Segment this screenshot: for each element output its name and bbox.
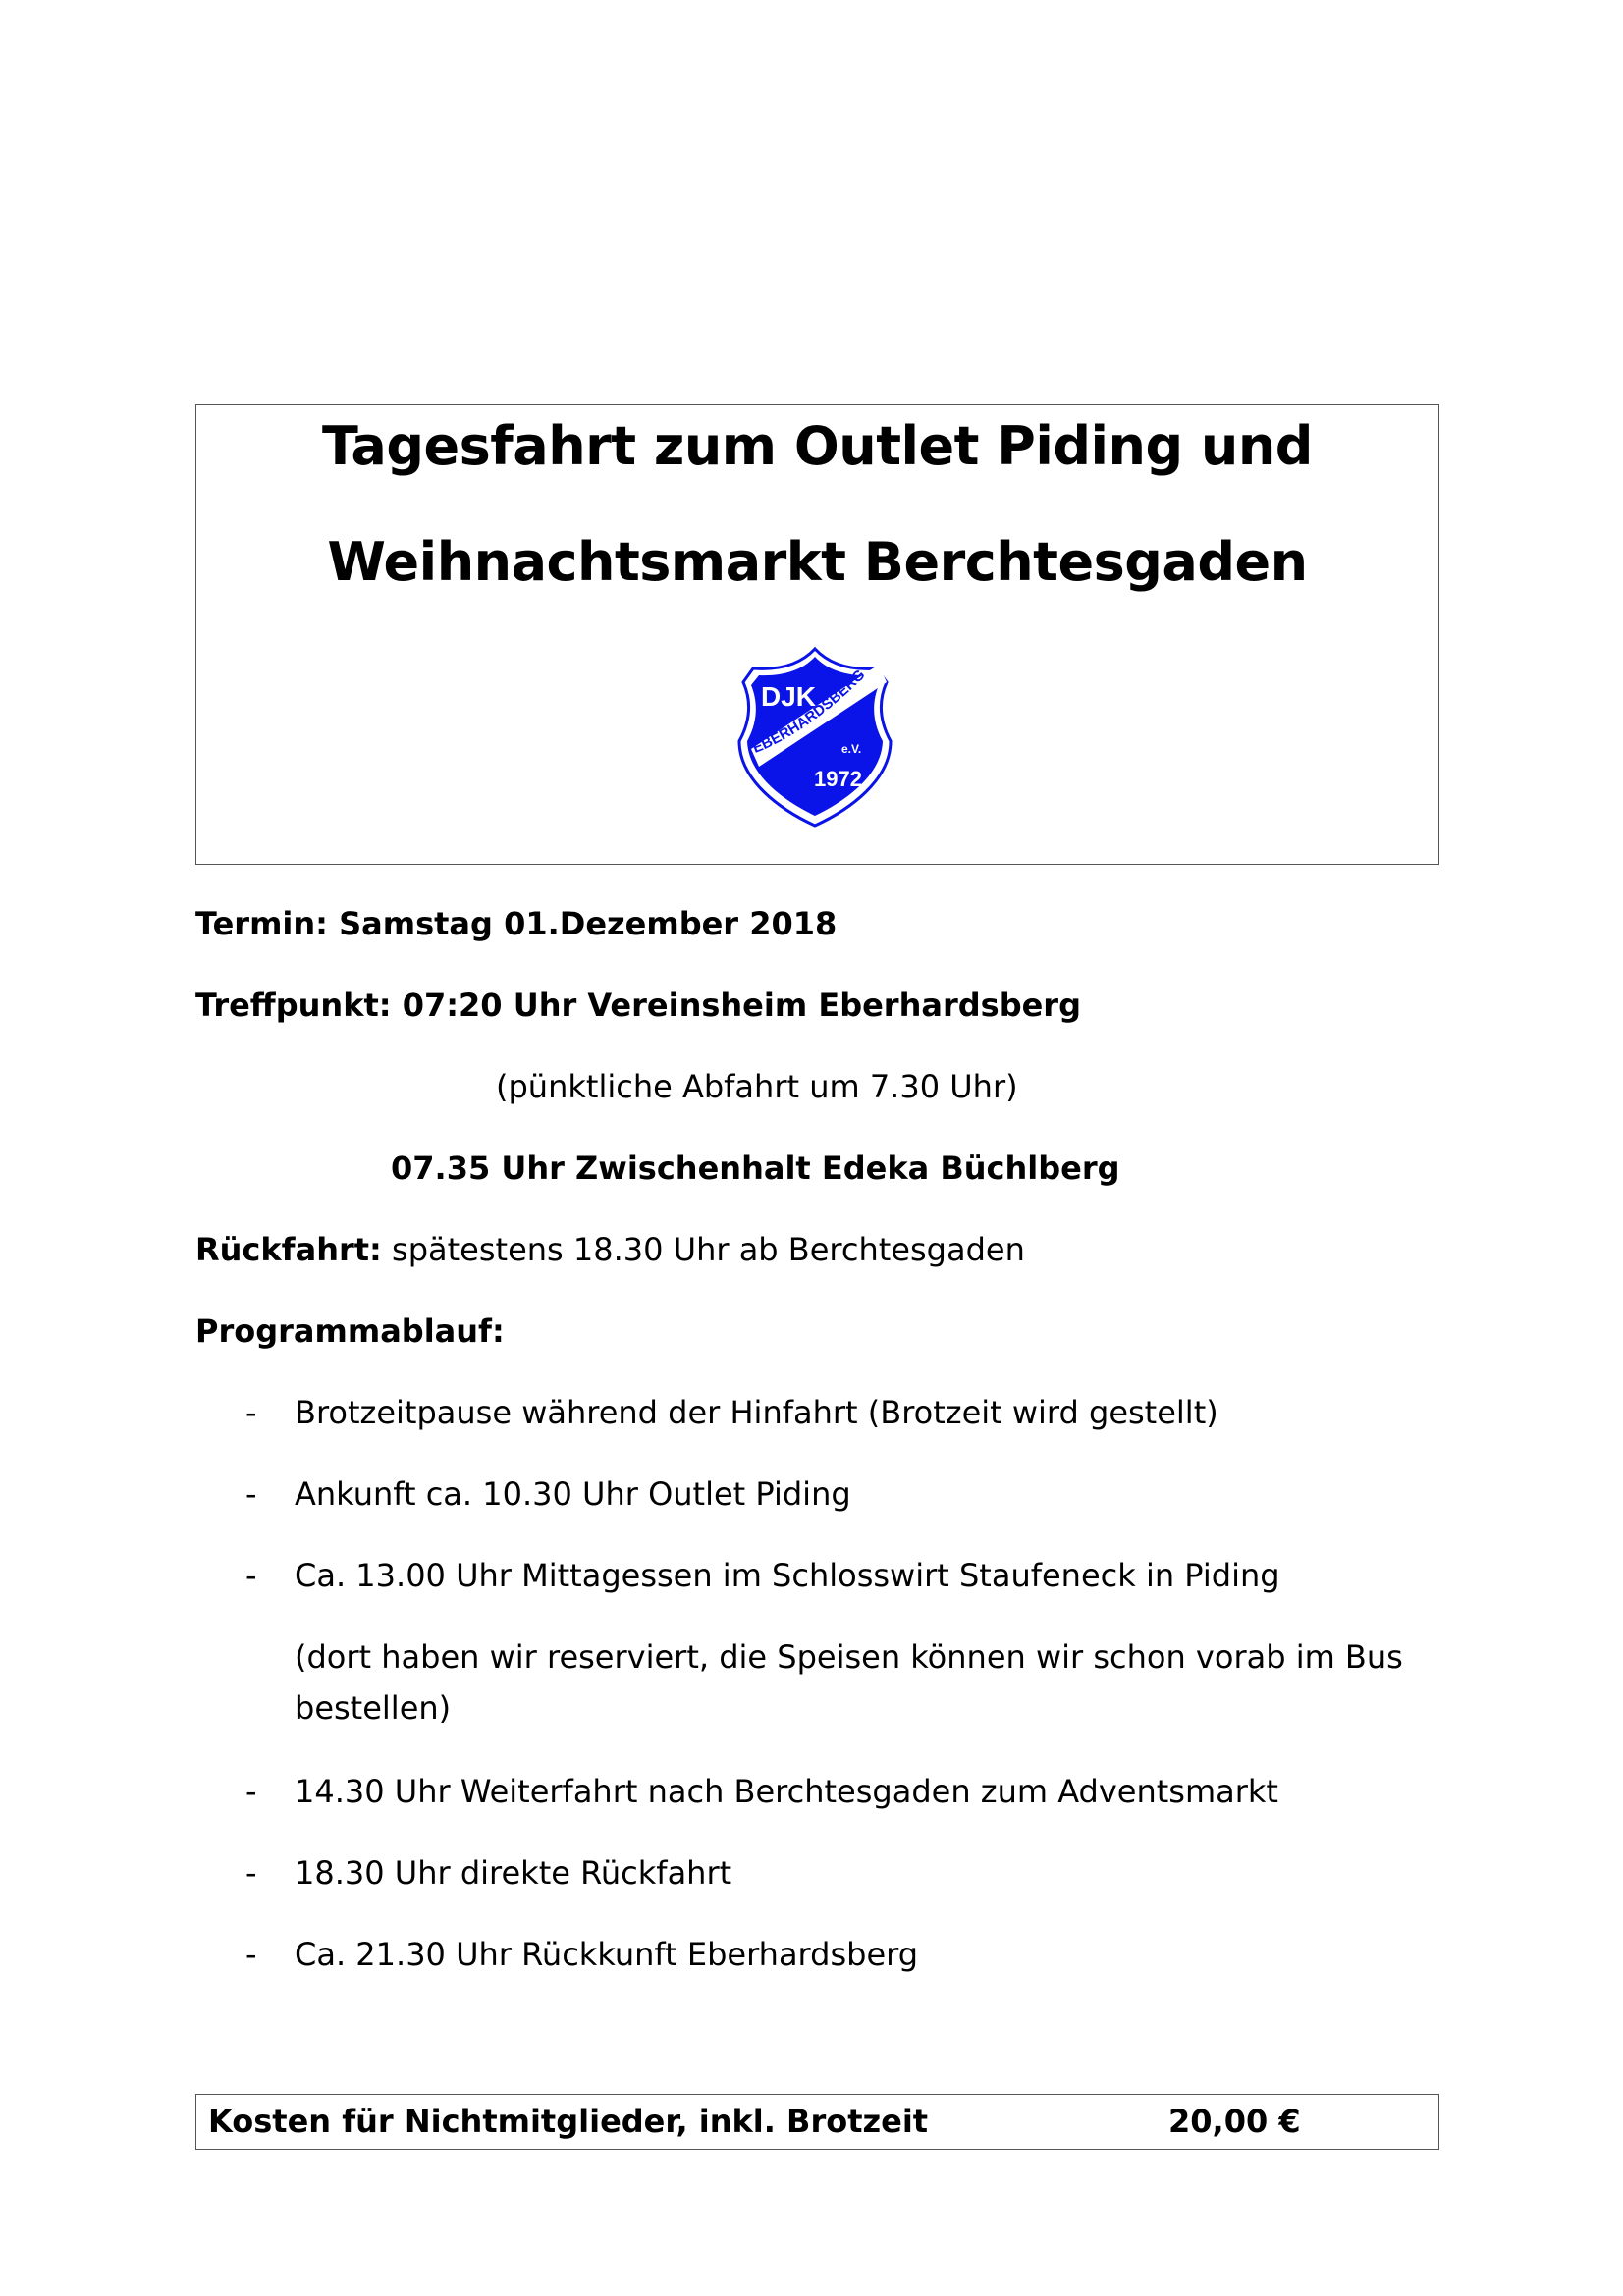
list-bullet: - (245, 1936, 257, 1973)
cost-value: 20,00 € (1168, 2103, 1301, 2140)
list-bullet: - (245, 1475, 257, 1513)
program-item: 18.30 Uhr direkte Rückfahrt (295, 1854, 732, 1892)
treffpunkt-line: Treffpunkt: 07:20 Uhr Vereinsheim Eberhardsberg (195, 987, 1081, 1024)
program-item: Brotzeitpause während der Hinfahrt (Brotzeit wird gestellt) (295, 1394, 1218, 1431)
program-item: 14.30 Uhr Weiterfahrt nach Berchtesgaden zum Adventsmarkt (295, 1773, 1278, 1810)
title-line-2: Weihnachtsmarkt Berchtesgaden (327, 531, 1308, 593)
logo-abbr: DJK (761, 681, 817, 712)
programm-heading: Programmablauf: (195, 1312, 505, 1350)
program-note-line-1: (dort haben wir reserviert, die Speisen können wir schon vorab im Bus (295, 1638, 1403, 1676)
program-item: Ankunft ca. 10.30 Uhr Outlet Piding (295, 1475, 851, 1513)
rueckfahrt-label: Rückfahrt: (195, 1231, 382, 1268)
cost-box (195, 2094, 1439, 2150)
list-bullet: - (245, 1854, 257, 1892)
termin-line: Termin: Samstag 01.Dezember 2018 (195, 905, 838, 942)
logo-suffix: e.V. (841, 742, 862, 756)
program-item: Ca. 13.00 Uhr Mittagessen im Schlosswirt Staufeneck in Piding (295, 1557, 1280, 1594)
list-bullet: - (245, 1773, 257, 1810)
zwischenhalt-line: 07.35 Uhr Zwischenhalt Edeka Büchlberg (391, 1149, 1120, 1187)
logo-name: EBERHARDSBERG (750, 667, 869, 757)
club-logo (731, 643, 898, 829)
rueckfahrt-text: spätestens 18.30 Uhr ab Berchtesgaden (381, 1231, 1025, 1268)
abfahrt-note: (pünktliche Abfahrt um 7.30 Uhr) (496, 1068, 1018, 1105)
program-item: Ca. 21.30 Uhr Rückkunft Eberhardsberg (295, 1936, 919, 1973)
list-bullet: - (245, 1394, 257, 1431)
logo-year: 1972 (814, 767, 862, 791)
rueckfahrt-line (195, 1231, 1025, 1268)
title-line-1: Tagesfahrt zum Outlet Piding und (322, 415, 1313, 477)
program-note-line-2: bestellen) (295, 1689, 452, 1727)
cost-label: Kosten für Nichtmitglieder, inkl. Brotzeit (208, 2103, 929, 2140)
list-bullet: - (245, 1557, 257, 1594)
